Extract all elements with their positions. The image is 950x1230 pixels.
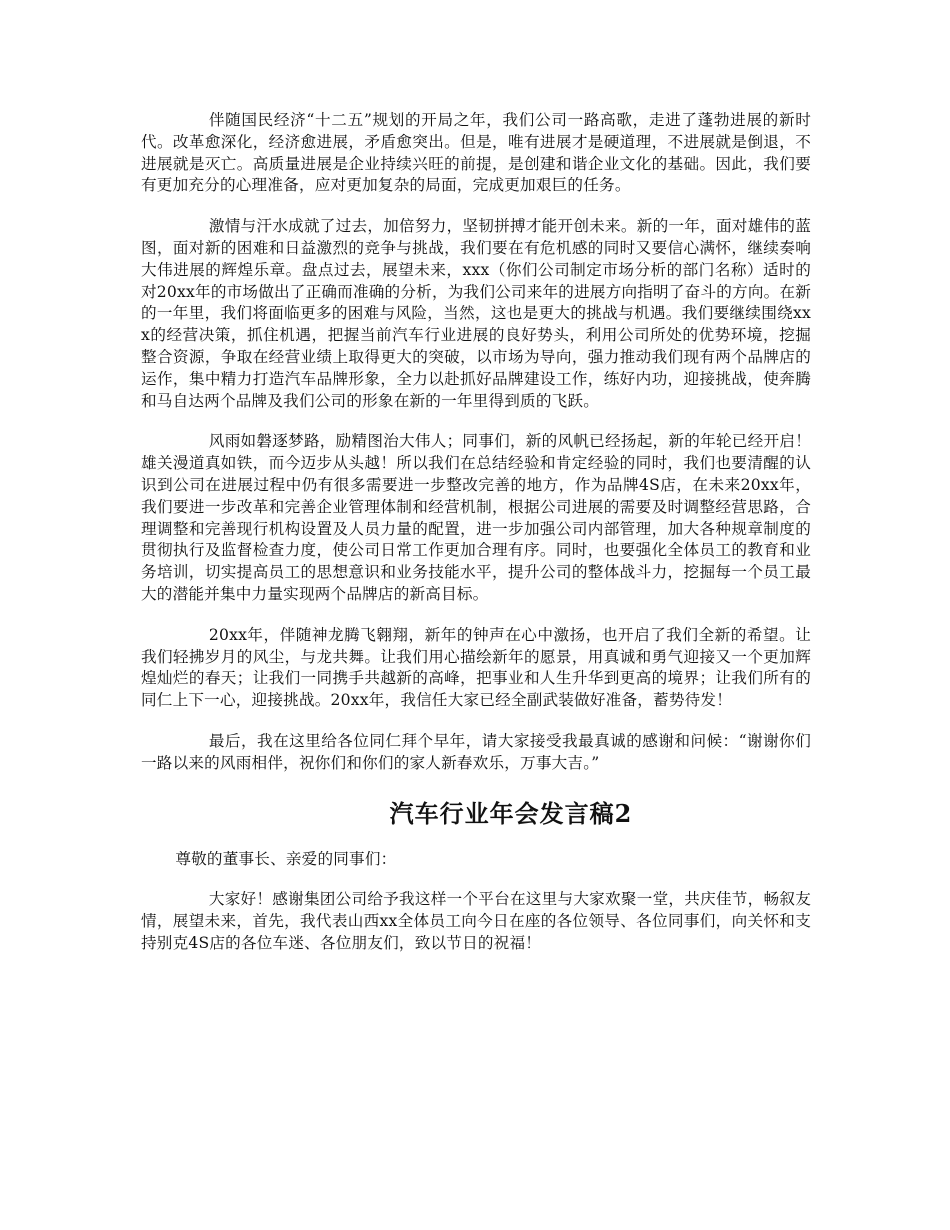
section-paragraph-1: 大家好！感谢集团公司给予我这样一个平台在这里与大家欢聚一堂，共庆佳节，畅叙友情，展望未来，首先，我代表山西xx全体员工向今日在座的各位领导、各位同事们，向关怀和支持别克4S店的各位车迷、各位朋友们，致以节日的祝福！ [141, 890, 811, 952]
body-paragraph-4: 20xx年，伴随神龙腾飞翱翔，新年的钟声在心中激扬，也开启了我们全新的希望。让我们轻拂岁月的风尘，与龙共舞。让我们用心描绘新年的愿景，用真诚和勇气迎接又一个更加辉煌灿烂的春天；让我们一同携手共越新的高峰，把事业和人生升华到更高的境界；让我们所有的同仁上下一心，迎接挑战。20xx年，我信任大家已经全副武装做好准备，蓄势待发！ [141, 625, 811, 710]
body-paragraph-3: 风雨如磐逐梦路，励精图治大伟人；同事们，新的风帆已经扬起，新的年轮已经开启！雄关漫道真如铁，而今迈步从头越！所以我们在总结经验和肯定经验的同时，我们也要清醒的认识到公司在进展过程中仍有很多需要进一步整改完善的地方，作为品牌4S店，在未来20xx年，我们要进一步改革和完善企业管理体制和经营机制，根据公司进展的需要及时调整经营思路，合理调整和完善现行机构设置及人员力量的配置，进一步加强公司内部管理，加大各种规章制度的贯彻执行及监督检查力度，使公司日常工作更加合理有序。同时，也要强化全体员工的教育和业务培训，切实提高员工的思想意识和业务技能水平，提升公司的整体战斗力，挖掘每一个员工最大的潜能并集中力量实现两个品牌店的新高目标。 [141, 432, 811, 603]
body-paragraph-5: 最后，我在这里给各位同仁拜个早年，请大家接受我最真诚的感谢和问候：“谢谢你们一路以来的风雨相伴，祝你们和你们的家人新春欢乐，万事大吉。” [141, 731, 811, 772]
body-paragraph-2: 激情与汗水成就了过去，加倍努力，坚韧拼搏才能开创未来。新的一年，面对雄伟的蓝图，面对新的困难和日益激烈的竞争与挑战，我们要在有危机感的同时又要信心满怀，继续奏响大伟进展的辉煌乐章。盘点过去，展望未来，xxx（你们公司制定市场分析的部门名称）适时的对20xx年的市场做出了正确而准确的分析，为我们公司来年的进展方向指明了奋斗的方向。在新的一年里，我们将面临更多的困难与风险，当然，这也是更大的挑战与机遇。我们要继续围绕xxx的经营决策，抓住机遇，把握当前汽车行业进展的良好势头，利用公司所处的优势环境，挖掘整合资源，争取在经营业绩上取得更大的突破，以市场为导向，强力推动我们现有两个品牌店的运作，集中精力打造汽车品牌形象，全力以赴抓好品牌建设工作，练好内功，迎接挑战，使奔腾和马自达两个品牌及我们公司的形象在新的一年里得到质的飞跃。 [141, 217, 811, 410]
salutation: 尊敬的董事长、亲爱的同事们： [175, 849, 397, 868]
document-page [141, 110, 811, 974]
body-paragraph-1: 伴随国民经济“十二五”规划的开局之年，我们公司一路高歌，走进了蓬勃进展的新时代。改革愈深化，经济愈进展，矛盾愈突出。但是，唯有进展才是硬道理，不进展就是倒退，不进展就是灭亡。高质量进展是企业持续兴旺的前提，是创建和谐企业文化的基础。因此，我们要有更加充分的心理准备，应对更加复杂的局面，完成更加艰巨的任务。 [141, 111, 811, 195]
section-title: 汽车行业年会发言稿2 [389, 798, 633, 828]
